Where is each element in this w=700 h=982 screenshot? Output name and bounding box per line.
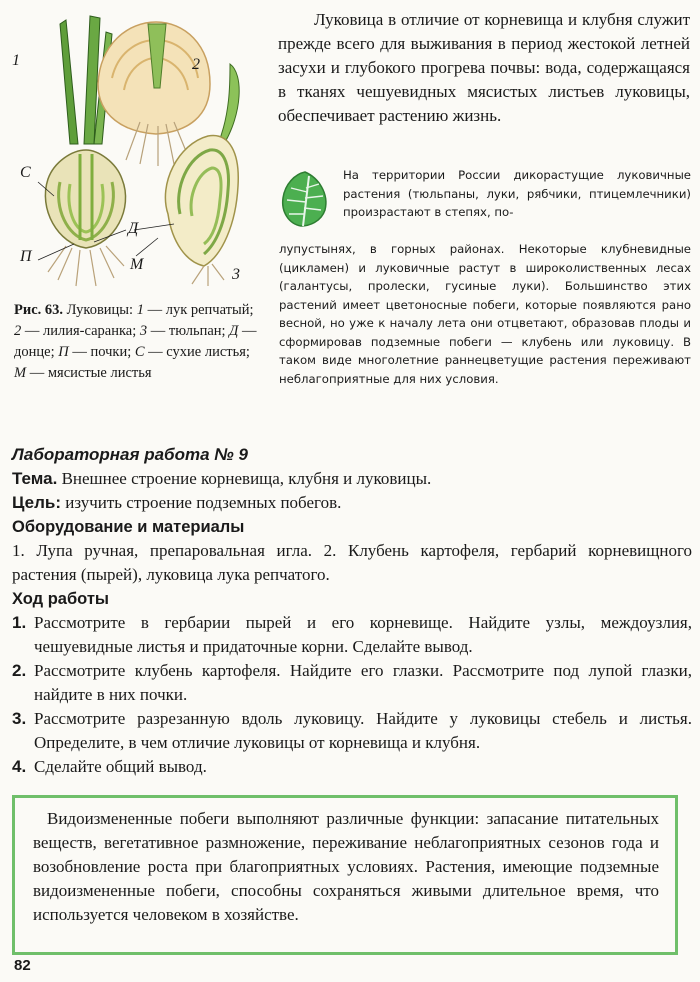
lab-work-section: [12, 443, 692, 779]
sidebar-note-continued: [279, 240, 691, 388]
caption-key-p: П: [58, 344, 69, 360]
caption-text-s: — сухие листья;: [144, 344, 250, 360]
step-number: 1.: [12, 613, 27, 632]
topic-value: Внешнее строение корневища, клубня и луковицы.: [57, 469, 432, 488]
topic-key: Тема.: [12, 469, 58, 488]
procedure-heading: Ход работы: [12, 590, 109, 608]
caption-text-d: — донце;: [14, 323, 257, 360]
leaf-icon: [279, 168, 331, 230]
caption-key-2: 2: [14, 323, 22, 339]
label-1: 1: [12, 52, 20, 69]
step-text: Рассмотрите в гербарии пырей и его корневище. Найдите узлы, междоузлия, чешуевидные листья и придаточные корни. Сделайте вывод.: [34, 613, 692, 656]
bulbs-illustration: [8, 4, 270, 296]
summary-text: Видоизмененные побеги выполняют различные функции: запасание питательных веществ, вегетативное размножение, переживание неблагоприятных сезонов года и возобновление роста при благоприятных условиях. Растения, имеющие подземные видоизмененные побеги, способны сохраняться живыми длительное время, что используется человеком в хозяйстве.: [33, 809, 659, 924]
step-number: 2.: [12, 661, 27, 680]
step-text: Рассмотрите клубень картофеля. Найдите его глазки. Рассмотрите под лупой глазки, найдите в них почки.: [34, 661, 692, 704]
label-3: 3: [232, 266, 240, 283]
bulbs-drawing: [8, 4, 270, 296]
intro-paragraph: Луковица в отличие от корневища и клубня служит прежде всего для выживания в период жестокой летней засухи и глубокого прогрева почвы: вода, содержащаяся в тканях чешуевидных мясистых листьев луковицы, обеспечивает растению жизнь.: [278, 10, 690, 125]
equipment-text: 1. Лупа ручная, препаровальная игла. 2. Клубень картофеля, гербарий корневищного растения (пырей), луковица лука репчатого.: [12, 541, 692, 584]
label-s: С: [20, 164, 31, 181]
caption-text-3: — тюльпан;: [147, 323, 230, 339]
label-m: М: [130, 256, 144, 273]
figure-ref: Рис. 63.: [14, 302, 64, 318]
lab-goal: [12, 491, 692, 515]
step-item: [12, 755, 692, 779]
caption-key-m: М: [14, 365, 27, 381]
caption-text-2: — лилия-саранка;: [21, 323, 140, 339]
step-number: 4.: [12, 757, 27, 776]
equipment-heading: Оборудование и материалы: [12, 518, 245, 536]
label-d: Д: [128, 220, 139, 237]
caption-key-s: С: [134, 344, 145, 360]
caption-text-1: — лук репчатый;: [143, 302, 254, 318]
caption-key-3: 3: [139, 323, 148, 339]
lab-topic: [12, 467, 692, 491]
procedure-steps: [12, 611, 692, 779]
lab-title: Лабораторная работа № 9: [12, 445, 248, 464]
goal-value: изучить строение подземных побегов.: [61, 493, 342, 512]
step-item: [12, 707, 692, 755]
caption-pre-0: Луковицы:: [63, 302, 137, 318]
caption-key-d: Д: [229, 323, 239, 339]
step-item: [12, 659, 692, 707]
step-text: Сделайте общий вывод.: [34, 757, 207, 776]
sidebar-note: [343, 166, 691, 222]
caption-key-1: 1: [136, 302, 144, 318]
step-text: Рассмотрите разрезанную вдоль луковицу. Найдите у луковицы стебель и листья. Определите, в чем отличие луковицы от корневища и клубня.: [34, 709, 692, 752]
page-number: 82: [14, 957, 31, 974]
caption-text-m: — мясистые листья: [26, 365, 152, 381]
caption-text-p: — почки;: [68, 344, 135, 360]
step-number: 3.: [12, 709, 27, 728]
figure-caption: [14, 300, 264, 384]
summary-box: [12, 795, 678, 955]
goal-key: Цель:: [12, 493, 61, 512]
label-2: 2: [192, 56, 200, 73]
intro-text: [278, 8, 690, 128]
sidebar-part1: На территории России дикорастущие луковичные растения (тюльпаны, луки, рябчики, птицемлечники) произрастают в степях, по-: [343, 168, 691, 219]
step-item: [12, 611, 692, 659]
label-p: П: [20, 248, 32, 265]
sidebar-part2: лупустынях, в горных районах. Некоторые клубневидные (цикламен) и луковичные растут в широколиственных лесах (галантусы, пролески, гусиные луки). Большинство этих растений имеет цветоносные побеги, которые появляются рано весной, но уже к началу лета они отцветают, образовав плоды и сформировав подземные побеги — клубень или луковицу. В таком виде многолетние раннецветущие растения переживают неблагоприятные для них условия.: [279, 242, 691, 386]
